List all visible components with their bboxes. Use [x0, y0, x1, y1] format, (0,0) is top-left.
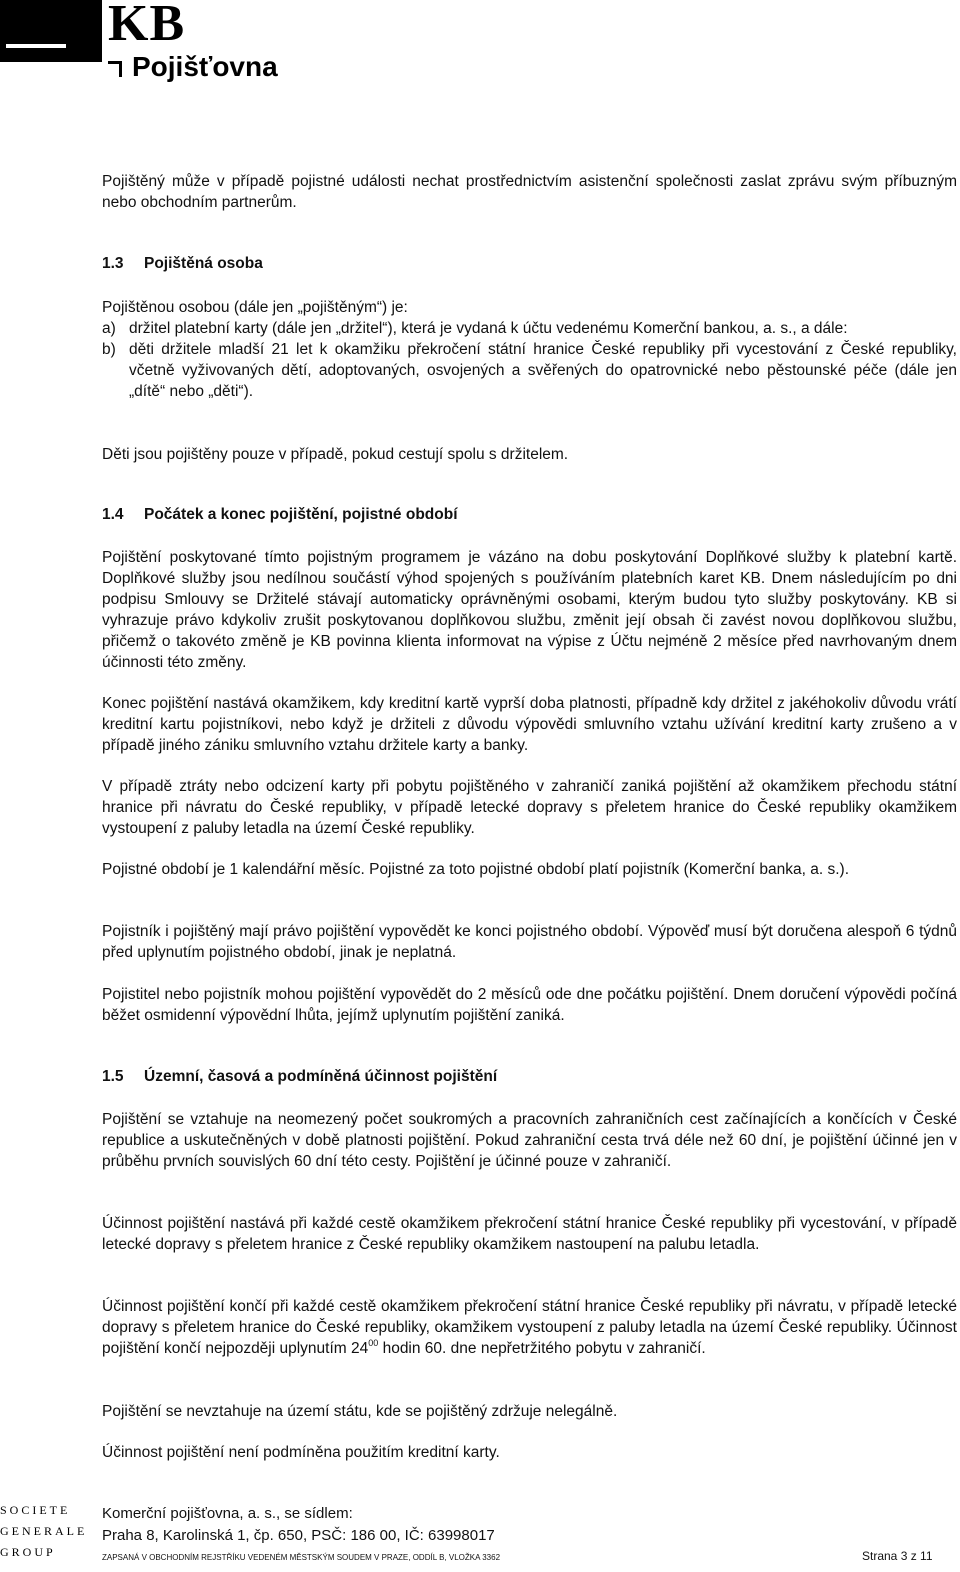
section-number: 1.3	[102, 255, 124, 272]
paragraph: Pojistník i pojištěný mají právo pojištění vypovědět ke konci pojistného období. Výpověď musí být doručena alespoň 6 týdnů před uplynutím pojistného období, jinak je neplatná.	[102, 923, 957, 961]
registry-note: ZAPSANÁ V OBCHODNÍM REJSTŘÍKU VEDENÉM MĚSTSKÝM SOUDEM V PRAZE, ODDÍL B, VLOŽKA 3362	[102, 1553, 501, 1562]
section-1-5-p2	[102, 1213, 957, 1255]
corner-mark-icon	[108, 61, 122, 77]
section-number: 1.4	[102, 506, 124, 523]
kb-logo-block	[0, 0, 102, 62]
societe-generale-logo	[0, 1500, 88, 1563]
section-1-5-p5	[102, 1442, 957, 1463]
paragraph-text: hodin 60. dne nepřetržitého pobytu v zahraničí.	[378, 1340, 706, 1357]
section-title: Pojištěná osoba	[144, 255, 263, 272]
section-1-5-p4	[102, 1401, 957, 1422]
section-1-3-heading	[102, 255, 263, 273]
section-1-4-p5	[102, 921, 957, 963]
superscript: 00	[368, 1338, 379, 1348]
logo-line: GROUP	[0, 1545, 56, 1559]
section-title: Územní, časová a podmíněná účinnost pojištění	[144, 1068, 498, 1085]
section-1-5-p1	[102, 1109, 957, 1172]
logo-line: GENERALE	[0, 1524, 88, 1538]
section-title: Počátek a konec pojištění, pojistné období	[144, 506, 458, 523]
insured-person-list	[102, 297, 957, 402]
section-1-4-p1	[102, 547, 957, 673]
paragraph: Pojištění poskytované tímto pojistným programem je vázáno na dobu poskytování Doplňkové služby k platební kartě. Doplňkové služby jsou nedílnou součástí výhod spojených s používáním platebních karet KB. Dnem následujícím po dni podpisu Smlouvy se Držitelé stávají automaticky oprávněnými osobami, kterým budou tyto služby poskytovány. KB si vyhrazuje právo kdykoliv zrušit poskytovanou doplňkovou službu, změnit její obsah či zavést novou doplňkovou službu, přičemž o takovéto změně je KB povinna klienta informovat na výpise z Účtu nejméně 2 měsíce před navrhovaným dnem účinnosti této změny.	[102, 549, 957, 671]
paragraph	[102, 1296, 957, 1359]
footer-company-info	[102, 1503, 495, 1547]
paragraph: V případě ztráty nebo odcizení karty při pobytu pojištěného v zahraničí zaniká pojištění až okamžikem přechodu státní hranice při návratu do České republiky, v případě letecké dopravy s přeletem hranice do České republiky okamžikem vystoupení z paluby letadla na území České republiky.	[102, 778, 957, 837]
paragraph: Pojistitel nebo pojistník mohou pojištění vypovědět do 2 měsíců ode dne počátku pojištění. Dnem doručení výpovědi počíná běžet osmidenní výpovědní lhůta, jejímž uplynutím pojištění zaniká.	[102, 986, 957, 1024]
list-text: držitel platební karty (dále jen „držitel“), která je vydaná k účtu vedenému Komerční bankou, a. s., a dále:	[129, 320, 848, 337]
list-text: děti držitele mladší 21 let k okamžiku překročení státní hranice České republiky při vycestování z České republiky, včetně vyživovaných dětí, adoptovaných, osvojených a svěřených do opatrovnické nebo pěstounské péče (dále jen „dítě“ nebo „děti“).	[129, 341, 957, 400]
section-number: 1.5	[102, 1068, 124, 1085]
list-lead: Pojištěnou osobou (dále jen „pojištěným“) je:	[102, 299, 408, 316]
section-1-4-p6	[102, 984, 957, 1026]
children-note: Děti jsou pojištěny pouze v případě, pokud cestují spolu s držitelem.	[102, 446, 569, 463]
pojistovna-logo-text: Pojišťovna	[132, 51, 278, 82]
company-name: Komerční pojišťovna, a. s., se sídlem:	[102, 1505, 353, 1522]
kb-logo-text: KB	[108, 0, 186, 52]
paragraph: Pojištění se nevztahuje na území státu, kde se pojištěný zdržuje nelegálně.	[102, 1403, 618, 1420]
paragraph: Účinnost pojištění nastává při každé cestě okamžikem překročení státní hranice České republiky při vycestování, v případě letecké dopravy s přeletem hranice z České republiky okamžikem nastoupení na palubu letadla.	[102, 1215, 957, 1253]
kb-logo-bar	[6, 44, 66, 48]
paragraph: Pojistné období je 1 kalendářní měsíc. Pojistné za toto pojistné období platí pojistník (Komerční banka, a. s.).	[102, 861, 850, 878]
logo-line: SOCIETE	[0, 1503, 71, 1517]
page-number: Strana 3 z 11	[862, 1549, 933, 1563]
section-1-5-p3	[102, 1296, 957, 1359]
section-1-4-p3	[102, 776, 957, 839]
children-note-block	[102, 444, 957, 465]
paragraph: Účinnost pojištění není podmíněna použitím kreditní karty.	[102, 1444, 500, 1461]
section-1-5-heading	[102, 1068, 497, 1086]
section-1-4-p2	[102, 693, 957, 756]
list-label: a)	[102, 320, 116, 337]
list-item-b	[102, 339, 957, 402]
section-1-4-p4	[102, 859, 957, 880]
list-label: b)	[102, 341, 116, 358]
paragraph-text: Účinnost pojištění končí při každé cestě okamžikem překročení státní hranice České republiky při návratu, v případě letecké dopravy s přeletem hranice do České republiky, okamžikem vystoupení z paluby letadla na území České republiky. Účinnost pojištění končí nejpozději uplynutím 24	[102, 1298, 957, 1357]
paragraph: Konec pojištění nastává okamžikem, kdy kreditní kartě vyprší doba platnosti, případně kdy držitel z jakéhokoliv důvodu vrátí kreditní kartu pojistníkovi, nebo když je držiteli z důvodu výpovědi smluvního vztahu užívání kreditní karty zrušeno a v případě jiného zániku smluvního vztahu držitele karty a banky.	[102, 695, 957, 754]
intro-section	[102, 171, 957, 213]
list-item-a	[102, 318, 957, 339]
paragraph: Pojištění se vztahuje na neomezený počet soukromých a pracovních zahraničních cest začínajících a končících v České republice a uskutečněných v době platnosti pojištění. Pokud zahraniční cesta trvá déle než 60 dní, je pojištění účinné jen v průběhu prvních souvislých 60 dní této cesty. Pojištění je účinné pouze v zahraničí.	[102, 1111, 957, 1170]
company-address: Praha 8, Karolinská 1, čp. 650, PSČ: 186 00, IČ: 63998017	[102, 1527, 495, 1544]
intro-paragraph: Pojištěný může v případě pojistné události nechat prostřednictvím asistenční společnosti zaslat zprávu svým příbuzným nebo obchodním partnerům.	[102, 173, 957, 211]
section-1-4-heading	[102, 506, 458, 524]
pojistovna-logo	[108, 52, 278, 82]
